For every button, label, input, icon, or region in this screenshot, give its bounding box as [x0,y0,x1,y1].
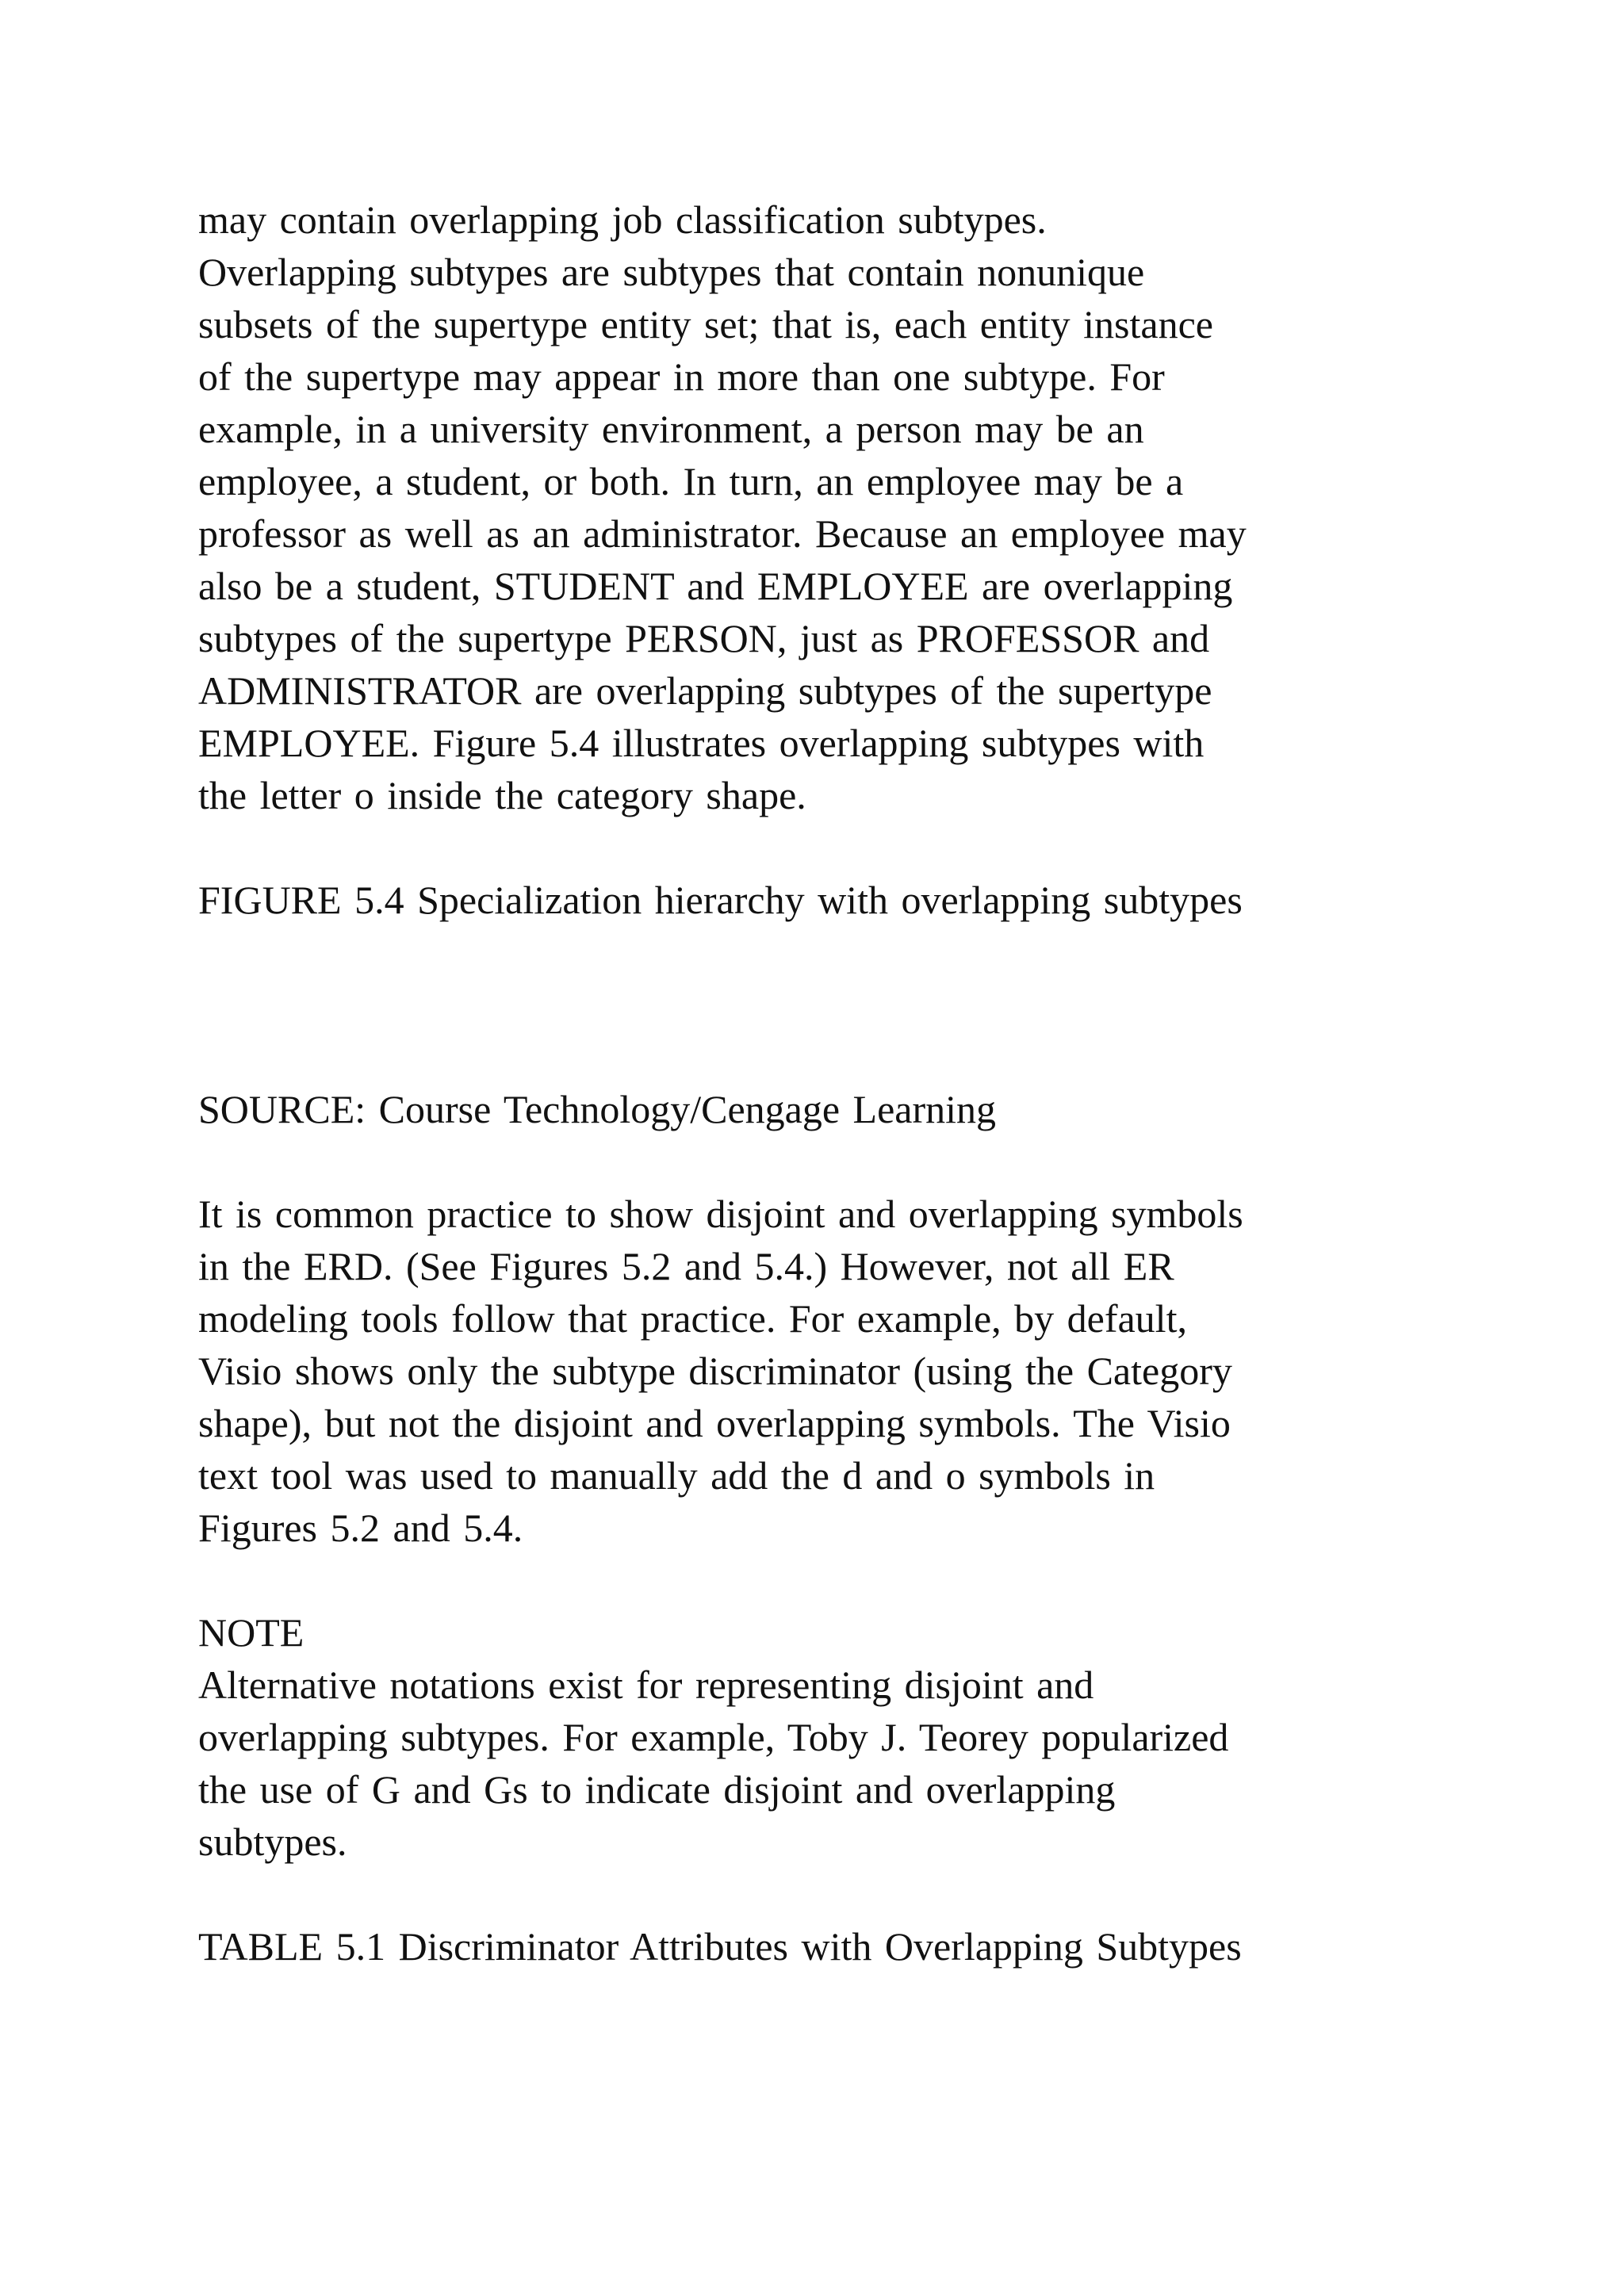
text-line: Figures 5.2 and 5.4. [198,1506,523,1550]
text-line: also be a student, STUDENT and EMPLOYEE are overlapping [198,564,1233,608]
text-line: It is common practice to show disjoint and overlapping symbols [198,1192,1243,1236]
text-line: employee, a student, or both. In turn, an employee may be a [198,459,1184,503]
spacer [198,821,1435,874]
text-line: Overlapping subtypes are subtypes that contain nonunique [198,250,1145,294]
text-line: of the supertype may appear in more than one subtype. For [198,354,1165,399]
text-line: in the ERD. (See Figures 5.2 and 5.4.) However, not all ER [198,1244,1174,1288]
figure-caption: FIGURE 5.4 Specialization hierarchy with overlapping subtypes [198,878,1243,922]
text-line: overlapping subtypes. For example, Toby J. Teorey popularized [198,1715,1229,1759]
table-caption: TABLE 5.1 Discriminator Attributes with Overlapping Subtypes [198,1924,1242,1969]
note-block [198,1606,1435,1868]
text-line: Alternative notations exist for representing disjoint and [198,1663,1094,1707]
text-line: the letter o inside the category shape. [198,773,806,817]
spacer [198,1868,1435,1920]
text-line: professor as well as an administrator. Because an employee may [198,511,1247,556]
text-line: the use of G and Gs to indicate disjoint and overlapping [198,1767,1116,1812]
text-line: text tool was used to manually add the d and o symbols in [198,1453,1155,1498]
text-line: example, in a university environment, a person may be an [198,407,1144,451]
text-line: ADMINISTRATOR are overlapping subtypes of the supertype [198,668,1212,713]
text-line: modeling tools follow that practice. For example, by default, [198,1296,1187,1341]
text-line: EMPLOYEE. Figure 5.4 illustrates overlapping subtypes with [198,721,1205,765]
spacer [198,1554,1435,1606]
text-line: subtypes of the supertype PERSON, just as PROFESSOR and [198,616,1210,660]
figure-placeholder [198,926,1435,1083]
paragraph-overlapping-subtypes [198,193,1435,821]
page-content [198,193,1435,1973]
text-line: subtypes. [198,1820,347,1864]
text-line: subsets of the supertype entity set; that is, each entity instance [198,302,1213,346]
text-line: may contain overlapping job classification subtypes. [198,197,1047,242]
text-line: shape), but not the disjoint and overlapping symbols. The Visio [198,1401,1231,1445]
note-heading: NOTE [198,1610,304,1655]
text-line: Visio shows only the subtype discriminator (using the Category [198,1349,1232,1393]
spacer [198,1135,1435,1188]
paragraph-erd-symbols [198,1188,1435,1554]
figure-source: SOURCE: Course Technology/Cengage Learning [198,1087,997,1131]
